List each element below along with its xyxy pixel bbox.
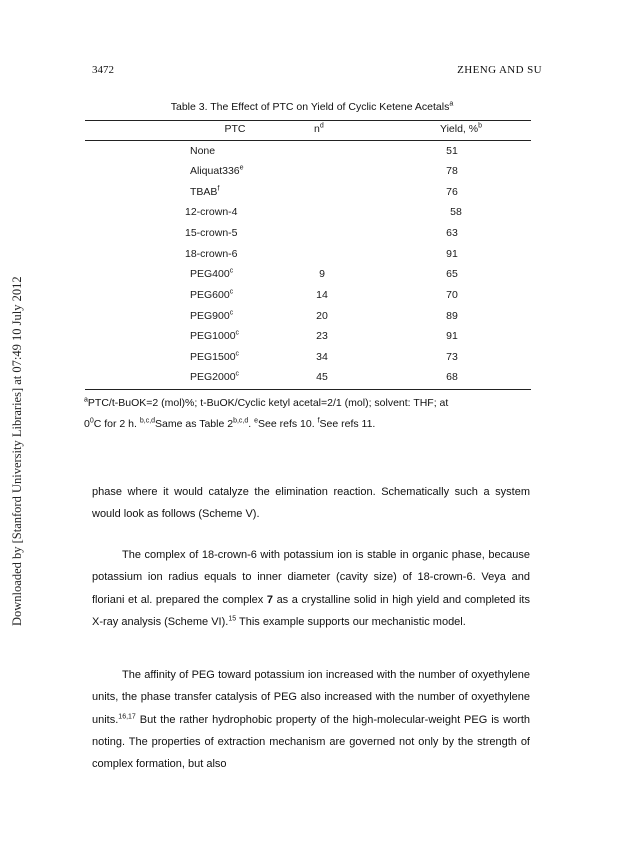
paragraph-scheme-v [92,481,530,526]
cell-ptc: PEG400$^c$ [190,267,234,280]
table-row [0,310,624,330]
table-title [0,101,624,113]
cell-ptc: 18-crown-6 [185,248,238,260]
table-row [0,165,624,185]
cell-n: 34 [316,351,328,363]
table-row [0,371,624,391]
paragraph-text: The affinity of PEG toward potassium ion increased with the number of oxyethylene units, the phase transfer catalysis of PEG also increased with the number of oxyethylene units.$^{16,17}$ But the rather hydrophobic property of the high-molecular-weight PEG is worth noting. The properties of extraction mechanism are governed not only by the strength of complex formation, but also [92,669,530,771]
footnote-line-2: $0^0C$ for 2 h. $^{b,c,d}$Same as Table 2$^{b,c,d}$. $^e$See refs 10. $^f$See refs 11. [84,417,376,430]
table-row [0,206,624,226]
cell-n: 14 [316,289,328,301]
cell-n: 23 [316,330,328,342]
cell-yield: 51 [446,145,458,157]
cell-ptc: 12-crown-4 [185,206,238,218]
table-row [0,289,624,309]
cell-yield: 89 [446,310,458,322]
footnote-line-1: $^a$PTC/t-BuOK=2 (mol)%; t-BuOK/Cyclic ketyl acetal=2/1 (mol); solvent: THF; at [84,396,449,409]
column-header-ptc: PTC [224,123,246,135]
cell-yield: 91 [446,248,458,260]
table-bottom-rule [85,389,531,390]
table-title-text: Table 3. The Effect of PTC on Yield of Cyclic Ketene Acetals [170,101,450,113]
paragraph-text: The complex of 18-crown-6 with potassium ion is stable in organic phase, because potassium ion radius equals to inner diameter (cavity size) of 18-crown-6. Veya and floriani et al. prepared the complex 7 as a crystalline solid in high yield and completed its X-ray analysis (Scheme VI).$^{15}$ This example supports our mechanistic model. [92,549,530,628]
cell-ptc: PEG1500$^c$ [190,350,240,363]
paragraph-18-crown-6 [92,544,530,633]
cell-ptc: TBAB$^f$ [190,185,220,198]
column-header-n: $n^d$ [314,122,324,135]
cell-yield: 68 [446,371,458,383]
table-row [0,248,624,268]
table-top-rule [85,120,531,121]
cell-yield: 76 [446,186,458,198]
table-row [0,145,624,165]
running-title: ZHENG AND SU [457,64,542,76]
running-header [92,64,542,76]
table-footnote [84,393,536,435]
cell-yield: 73 [446,351,458,363]
cell-ptc: PEG600$^c$ [190,288,234,301]
cell-yield: 58 [450,206,462,218]
paragraph-text: phase where it would catalyze the elimination reaction. Schematically such a system would look as follows (Scheme V). [92,486,530,521]
download-watermark: Downloaded by [Stanford University Libraries] at 07:49 10 July 2012 [10,276,24,626]
table-row [0,351,624,371]
cell-yield: 78 [446,165,458,177]
cell-ptc: Aliquat336e [190,164,244,177]
paragraph-peg-affinity [92,664,530,775]
cell-yield: 91 [446,330,458,342]
cell-ptc: PEG1000$^c$ [190,329,240,342]
cell-ptc: PEG900$^c$ [190,309,234,322]
cell-n: 20 [316,310,328,322]
table-row [0,227,624,247]
cell-n: 9 [319,268,325,280]
table-header-rule [85,140,531,141]
table-title-footnote-mark: a [449,100,454,108]
cell-yield: 65 [446,268,458,280]
cell-ptc: None [190,145,216,157]
cell-yield: 70 [446,289,458,301]
cell-ptc: 15-crown-5 [185,227,238,239]
table-row [0,186,624,206]
cell-n: 45 [316,371,328,383]
table-row [0,330,624,350]
column-header-yield: Yield, %$^b$ [439,122,483,135]
table-row [0,268,624,288]
page-number: 3472 [92,64,114,76]
cell-ptc: PEG2000$^c$ [190,370,240,383]
cell-yield: 63 [446,227,458,239]
